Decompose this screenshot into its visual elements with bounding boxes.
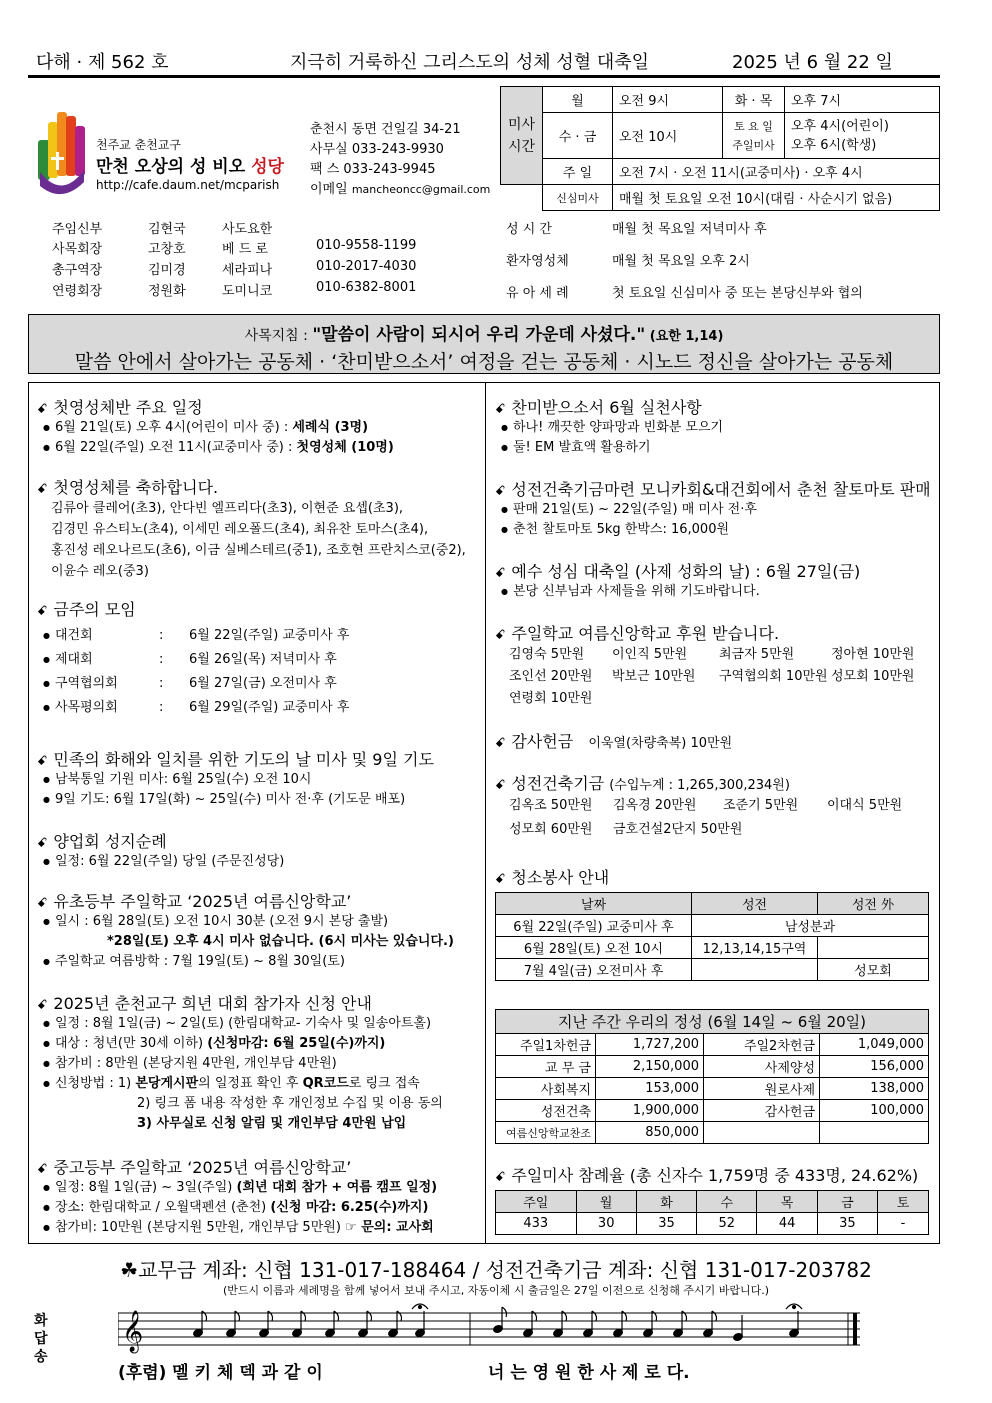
table-row: 사회복지 153,000 원로사제 138,000: [496, 1078, 929, 1100]
list-item: ● 참가비 : 8만원 (본당지원 4만원, 개인부담 4만원): [37, 1054, 483, 1074]
extra-sick-communion: 환자영성체 매월 첫 목요일 오후 2시: [506, 254, 750, 269]
list-item: 3) 사무실로 신청 알림 및 개인부담 4만원 납입: [137, 1116, 407, 1131]
fax-number: 팩 스 033-243-9945: [310, 162, 436, 177]
jubilee-section: ꗃ 2025년 춘천교구 희년 대회 참가자 신청 안내 ● 일정 : 8월 1일(금) ~ 2일(토) (한림대학교- 기숙사 및 일송아트홀) ● 대상 : 청년(만 30세 이하) (신청마감: 6월 25일(수)까지) ● 참가비 : 8만원 (본당지원 4만원, 개인부담 4만원) ● 신청방법 : 1) 본당게시판의 일정표 확인 후 QR코드로 링크 접속 2) 링크 폼 내용 작성한 후 개인정보 수집 및 이용 동의 3) 사무실로 신청 알림 및 개인부담 4만원 납입: [37, 991, 483, 1134]
cleaning-table: 날짜 성전 성전 外 6월 22일(주일) 교중미사 후 남성분과 6월 28일(토) 오전 10시 12,13,14,15구역 7월 4일(금) 오전미사 후 성모회: [495, 892, 929, 981]
list-item: 2) 링크 폼 내용 작성한 후 개인정보 수집 및 이용 동의: [137, 1096, 443, 1111]
support-section: ꗃ 주일학교 여름신앙학교 후원 받습니다. 김영숙 5만원 이인직 5만원 최금자 5만원 정아현 10만원 조인선 20만원 박보근 10만원 구역협의회 10만원 성모회 10만원 연령회 10만원: [495, 621, 935, 710]
list-item: ● 대건회 : 6월 22일(주일) 교중미사 후: [37, 624, 483, 648]
list-item: ● 일정: 6월 22일(주일) 당일 (주문진성당): [37, 852, 483, 872]
list-item: ● 하나! 깨끗한 양파망과 빈화분 모으기: [495, 418, 935, 438]
list-item: ● 신청방법 : 1) 본당게시판의 일정표 확인 후 QR코드로 링크 접속: [37, 1074, 483, 1094]
attendance-table: 주일 월 화 수 목 금 토 433 30 35 52 44 35 -: [495, 1190, 929, 1235]
list-item: ● 남북통일 기원 미사: 6월 25일(수) 오전 10시: [37, 770, 483, 790]
mass-label: 미사 시간: [501, 87, 543, 185]
office-phone: 사무실 033-243-9930: [310, 142, 444, 157]
peace-prayer-section: ꗃ 민족의 화해와 일치를 위한 기도의 날 미사 및 9일 기도 ● 남북통일 기원 미사: 6월 25일(수) 오전 10시 ● 9일 기도: 6월 17일(화) ~ 25일(수) 미사 전·후 (기도문 배포): [37, 747, 483, 810]
sacred-heart-section: ꗃ 예수 성심 대축일 (사제 성화의 날) : 6월 27일(금) ● 본당 신부님과 사제들을 위해 기도바랍니다.: [495, 559, 935, 602]
table-row: 6월 28일(토) 오전 10시 12,13,14,15구역: [496, 937, 929, 959]
thanks-offering-section: ꗃ 감사헌금 이욱열(차량축복) 10만원: [495, 732, 733, 751]
music-staff-icon: [118, 1303, 860, 1355]
communion-schedule-section: ꗃ 첫영성체반 주요 일정 ● 6월 21일(토) 오후 4시(어린이 미사 중) : 세례식 (3명) ● 6월 22일(주일) 오전 11시(교중미사 중) : 첫영성체 (10명): [37, 395, 483, 458]
list-item: ● 사목평의회 : 6월 29일(주일) 교중미사 후: [37, 696, 483, 720]
meetings-section: ꗃ 금주의 모임 ● 대건회 : 6월 22일(주일) 교중미사 후 ● 제대회 : 6월 26일(목) 저녁미사 후 ● 구역협의회 : 6월 27일(금) 오전미사 후 ● 사목평의회 : 6월 29일(주일) 교중미사 후: [37, 597, 483, 720]
cleaning-section: ꗃ 청소봉사 안내 날짜 성전 성전 外 6월 22일(주일) 교중미사 후 남성분과 6월 28일(토) 오전 10시 12,13,14,15구역 7월 4일(금) 오전미사 후 성모회: [495, 865, 935, 981]
svg-text:𝄞: 𝄞: [122, 1311, 144, 1352]
parish-address: 춘천시 동면 건일길 34-21: [310, 122, 461, 137]
masthead-bar: [28, 44, 940, 78]
offering-section: [495, 1009, 935, 1144]
building-fund-section: ꗃ 성전건축기금 (수입누계 : 1,265,300,234원) 김옥조 50만원 김옥경 20만원 조준기 5만원 이대식 5만원 성모회 60만원 금호건설2단지 50만원: [495, 771, 935, 842]
mid-school-section: ꗃ 중고등부 주일학교 ‘2025년 여름신앙학교’ ● 일정: 8월 1일(금) ~ 3일(주일) (희년 대회 참가 + 여름 캠프 일정) ● 장소: 한림대학교 / 오월댁펜션 (춘천) (신청 마감: 6.25(수)까지) ● 참가비: 10만원 (본당지원 5만원, 개인부담 5만원) ☞ 문의: 교사회: [37, 1155, 483, 1238]
parish-header: 천주교 춘천교구 만천 오상의 성 비오 성당 http://cafe.daum.net/mcparish 춘천시 동면 건일길 34-21 사무실 033-243-9930 팩 스 033-243-9945 이메일 mancheoncc@gmail.com 미사 시간 월 오전 9시 화 · 목 오후 7시 수 · 금 오전 10시 토 요 일 주일미사 오후 4시(어린이) 오후 6시(학생) 주 일 오전 7시 · 오전 11시(교중미사) · 오후 4시 신심미사 매월 첫 토요일 오전 10시(대림 · 사순시기 없음) 주임신부 김현국 사도요한 사목회장 고창호 베 드 로 010-9558-1199 총구역장 김미경 세라피나 010-2017-4030 연령회장 정원화 도미니코 010-6382-8001 성 시 간 매월 첫 목요일 저녁미사 후 환자영성체 매월 첫 목요일 오후 2시 유 아 세 례 첫 토요일 신심미사 중 또는 본당신부와 협의: [28, 84, 940, 304]
pastoral-motto: 사목지침 : "말씀이 사람이 되시어 우리 가운데 사셨다." (요한 1,14) 말씀 안에서 살아가는 공동체 · ‘찬미받으소서’ 여정을 걷는 공동체 · 시노드 정신을 살아가는 공동체: [28, 314, 940, 374]
pilgrimage-section: ꗃ 양업회 성지순례 ● 일정: 6월 22일(주일) 당일 (주문진성당): [37, 829, 483, 872]
account-note: (반드시 이름과 세례명을 함께 넣어서 보내 주시고, 자동이체 시 출금일은 27일 이전으로 신청해 주시기 바랍니다.): [222, 1284, 770, 1297]
attendance-section: ꗃ 주일미사 참례율 (총 신자수 1,759명 중 433명, 24.62%) 주일 월 화 수 목 금 토 433 30 35 52 44 35 -: [495, 1163, 935, 1235]
list-item: ● 제대회 : 6월 26일(목) 저녁미사 후: [37, 648, 483, 672]
donor-grid: 김옥조 50만원 김옥경 20만원 조준기 5만원 이대식 5만원 성모회 60만원 금호건설2단지 50만원: [509, 798, 903, 837]
column-divider: [485, 383, 486, 1243]
table-row: 성전건축 1,900,000 감사헌금 100,000: [496, 1100, 929, 1122]
parish-logo-icon: [38, 102, 90, 200]
list-item: ● 대상 : 청년(만 30세 이하) (신청마감: 6월 25일(수)까지): [37, 1034, 483, 1054]
table-row: 6월 22일(주일) 교중미사 후 남성분과: [496, 915, 929, 937]
congrats-section: ꗃ 첫영성체를 축하합니다. 김류아 클레어(초3), 안다빈 엘프리다(초3), 이현준 요셉(초3), 김경민 유스티노(초4), 이세민 레오폴드(초4), 최유찬 토마스(초4), 홍진성 레오나르도(초6), 이금 실베스테르(중1), 조호현 프란치스코(중2), 이윤수 레오(중3): [37, 478, 466, 579]
donor-grid: 김영숙 5만원 이인직 5만원 최금자 5만원 정아현 10만원 조인선 20만원 박보근 10만원 구역협의회 10만원 성모회 10만원 연령회 10만원: [509, 647, 915, 706]
offering-table: 지난 주간 우리의 정성 (6월 14일 ~ 6월 20일) 주일1차헌금 1,727,200 주일2차헌금 1,049,000 교 무 금 2,150,000 사제양성 156,000 사회복지 153,000 원로사제 138,000 성전건축 1,900,000 감사헌금 100,000 여름신앙학교찬조 850,000: [495, 1009, 929, 1144]
list-item: ● 주일학교 여름방학 : 7월 19일(토) ~ 8월 30일(토): [37, 952, 483, 972]
list-item: ● 6월 21일(토) 오후 4시(어린이 미사 중) : 세례식 (3명): [37, 418, 483, 438]
list-item: *28일(토) 오후 4시 미사 없습니다. (6시 미사는 있습니다.): [107, 934, 454, 949]
list-item: ● 참가비: 10만원 (본당지원 5만원, 개인부담 5만원) ☞ 문의: 교사회: [37, 1218, 483, 1238]
psalm-lyrics-2: 너 는 영 원 한 사 제 로 다.: [488, 1363, 690, 1383]
laudato-section: ꗃ 찬미받으소서 6월 실천사항 ● 하나! 깨끗한 양파망과 빈화분 모으기 ● 둘! EM 발효액 활용하기: [495, 395, 935, 458]
list-item: ● 9일 기도: 6월 17일(화) ~ 25일(수) 미사 전·후 (기도문 배포): [37, 790, 483, 810]
diocese-name: 천주교 춘천교구: [96, 138, 181, 152]
issue-number: 다해 · 제 562 호: [36, 52, 169, 73]
list-item: ● 일시 : 6월 28일(토) 오전 10시 30분 (오전 9시 본당 출발): [37, 912, 483, 932]
email-address[interactable]: 이메일 mancheoncc@gmail.com: [310, 182, 491, 197]
issue-date: 2025 년 6 월 22 일: [732, 52, 893, 73]
psalm-lyrics-1: (후렴) 멜 키 체 덱 과 같 이: [118, 1363, 323, 1383]
tomato-sale-section: ꗃ 성전건축기금마련 모니카회&대건회에서 춘천 찰토마토 판매 ● 판매 21일(토) ~ 22일(주일) 매 미사 전·후 ● 춘천 찰토마토 5kg 한박스: 16,000원: [495, 477, 935, 540]
list-item: ● 판매 21일(토) ~ 22일(주일) 매 미사 전·후: [495, 500, 935, 520]
kids-school-section: ꗃ 유초등부 주일학교 ‘2025년 여름신앙학교’ ● 일시 : 6월 28일(토) 오전 10시 30분 (오전 9시 본당 출발) *28일(토) 오후 4시 미사 없습니다. (6시 미사는 있습니다.) ● 주일학교 여름방학 : 7월 19일(토) ~ 8월 30일(토): [37, 889, 483, 972]
table-row: 주일1차헌금 1,727,200 주일2차헌금 1,049,000: [496, 1034, 929, 1056]
psalm-label: 화 답 송: [34, 1313, 48, 1365]
notice-board: [28, 382, 940, 1244]
table-row: 교 무 금 2,150,000 사제양성 156,000: [496, 1056, 929, 1078]
parish-url-link[interactable]: http://cafe.daum.net/mcparish: [96, 178, 280, 192]
list-item: ● 일정: 8월 1일(금) ~ 3일(주일) (희년 대회 참가 + 여름 캠프 일정): [37, 1178, 483, 1198]
mass-schedule-table: 미사 시간 월 오전 9시 화 · 목 오후 7시 수 · 금 오전 10시 토 요 일 주일미사 오후 4시(어린이) 오후 6시(학생) 주 일 오전 7시 · 오전 11시(교중미사) · 오후 4시 신심미사 매월 첫 토요일 오전 10시(대림 · 사순시기 없음): [500, 86, 940, 211]
parish-name: 만천 오상의 성 비오 성당: [96, 157, 284, 177]
list-item: ● 둘! EM 발효액 활용하기: [495, 438, 935, 458]
list-item: ● 구역협의회 : 6월 27일(금) 오전미사 후: [37, 672, 483, 696]
list-item: ● 장소: 한림대학교 / 오월댁펜션 (춘천) (신청 마감: 6.25(수)까지): [37, 1198, 483, 1218]
table-row: 433 30 35 52 44 35 -: [496, 1213, 929, 1235]
feast-title: 지극히 거룩하신 그리스도의 성체 성혈 대축일: [290, 52, 649, 73]
account-info: ☘교무금 계좌: 신협 131-017-188464 / 성전건축기금 계좌: 신협 131-017-203782: [120, 1258, 872, 1282]
list-item: ● 6월 22일(주일) 오전 11시(교중미사 중) : 첫영성체 (10명): [37, 438, 483, 458]
table-row: 여름신앙학교찬조 850,000: [496, 1122, 929, 1144]
list-item: ● 일정 : 8월 1일(금) ~ 2일(토) (한림대학교- 기숙사 및 일송아트홀): [37, 1014, 483, 1034]
extra-holy-hour: 성 시 간 매월 첫 목요일 저녁미사 후: [506, 222, 767, 237]
table-row: 7월 4일(금) 오전미사 후 성모회: [496, 959, 929, 981]
extra-infant-baptism: 유 아 세 례 첫 토요일 신심미사 중 또는 본당신부와 협의: [506, 286, 863, 301]
list-item: ● 춘천 찰토마토 5kg 한박스: 16,000원: [495, 520, 935, 540]
list-item: ● 본당 신부님과 사제들을 위해 기도바랍니다.: [495, 582, 935, 602]
